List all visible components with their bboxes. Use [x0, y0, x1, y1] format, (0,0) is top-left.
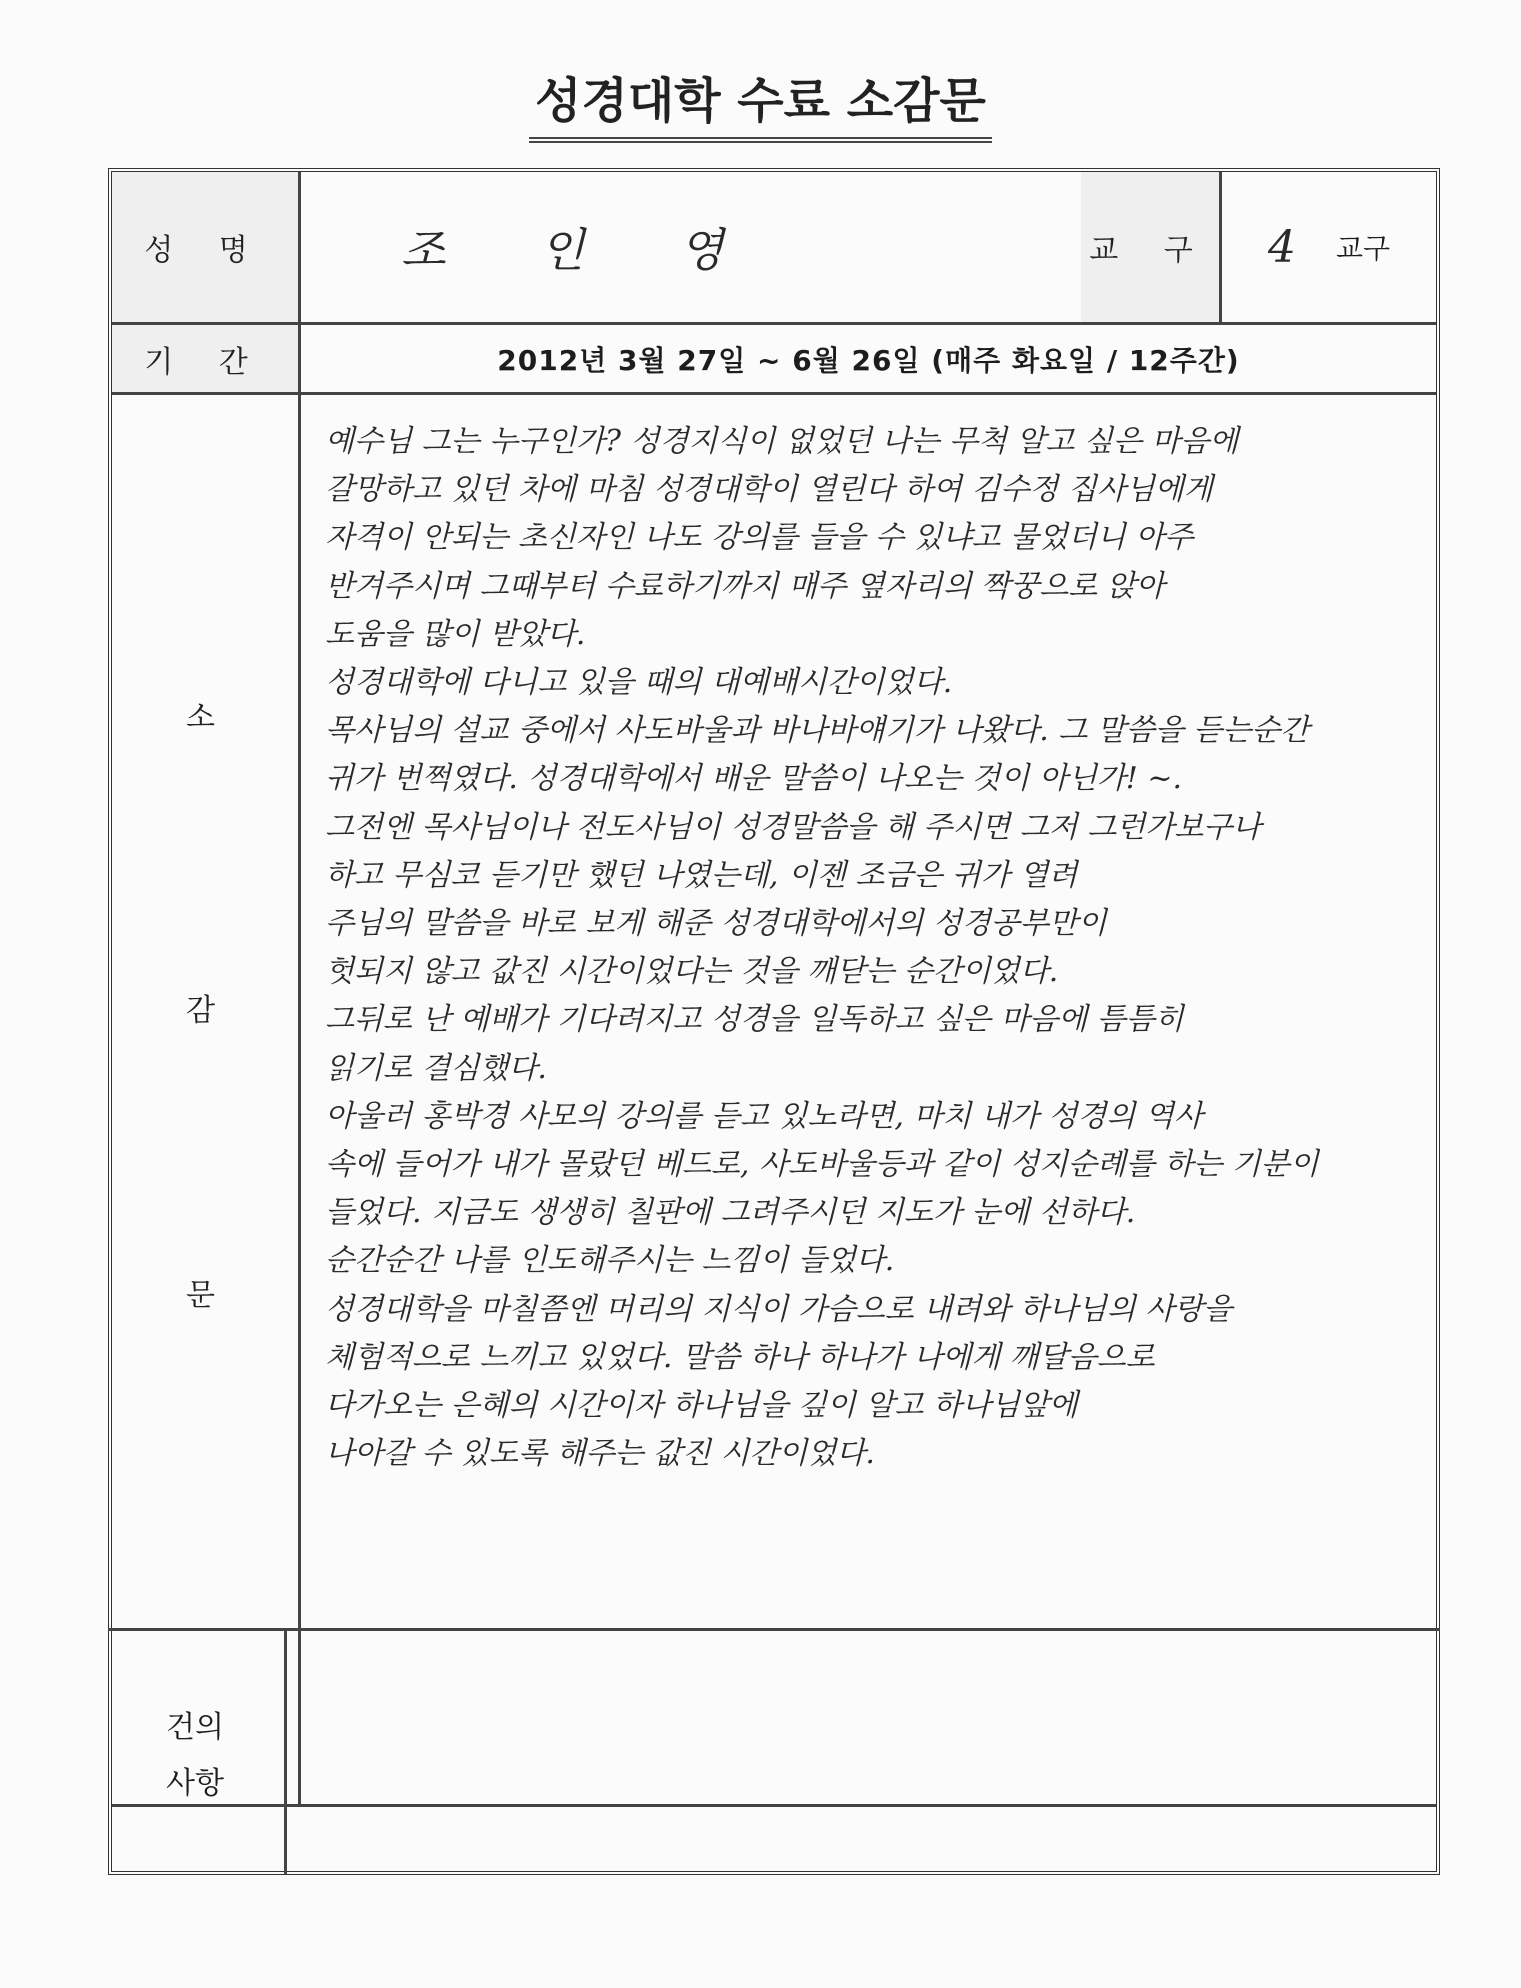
district-label: 교 구 — [1081, 172, 1222, 322]
essay-line: 읽기로 결심했다. — [325, 1050, 547, 1086]
essay-line: 자격이 안되는 초신자인 나도 강의를 들을 수 있냐고 물었더니 아주 — [325, 520, 1194, 556]
suggestion-divider — [284, 1631, 287, 1875]
essay-line: 들었다. 지금도 생생히 칠판에 그려주시던 지도가 눈에 선하다. — [325, 1195, 1136, 1231]
essay-line: 아울러 홍박경 사모의 강의를 듣고 있노라면, 마치 내가 성경의 역사 — [325, 1098, 1203, 1134]
essay-label-so: 소 — [186, 700, 215, 735]
district-value — [1222, 172, 1436, 322]
essay-line: 주님의 말씀을 바로 보게 해준 성경대학에서의 성경공부만이 — [325, 906, 1107, 942]
suggestion-label-line1: 건의 — [166, 1710, 224, 1745]
essay-paragraph — [325, 418, 1425, 659]
essay-label-mun: 문 — [186, 1278, 215, 1313]
suggestion-label-line2: 사항 — [166, 1766, 224, 1801]
name-row — [112, 172, 1436, 325]
essay-line: 속에 들어가 내가 몰랐던 베드로, 사도바울등과 같이 성지순례를 하는 기분이 — [325, 1147, 1319, 1183]
district-number: 4 — [1267, 221, 1296, 273]
essay-line: 헛되지 않고 값진 시간이었다는 것을 깨닫는 순간이었다. — [325, 954, 1059, 990]
essay-line: 다가오는 은혜의 시간이자 하나님을 깊이 알고 하나님앞에 — [325, 1388, 1078, 1424]
essay-paragraph — [325, 1093, 1425, 1479]
essay-line: 하고 무심코 듣기만 했던 나였는데, 이젠 조금은 귀가 열려 — [325, 857, 1078, 893]
name-label: 성 명 — [112, 172, 301, 322]
district-unit: 교구 — [1335, 232, 1391, 265]
essay-line: 그뒤로 난 예배가 기다려지고 성경을 일독하고 싶은 마음에 틈틈히 — [325, 1002, 1184, 1038]
essay-line: 성경대학을 마칠쯤엔 머리의 지식이 가슴으로 내려와 하나님의 사랑을 — [325, 1291, 1233, 1327]
document-title: 성경대학 수료 소감문 — [0, 62, 1521, 143]
essay-line: 갈망하고 있던 차에 마침 성경대학이 열린다 하여 김수정 집사님에게 — [325, 472, 1213, 508]
essay-line: 그전엔 목사님이나 전도사님이 성경말씀을 해 주시면 그저 그런가보구나 — [325, 809, 1262, 845]
period-row — [112, 325, 1436, 395]
essay-line: 귀가 번쩍였다. 성경대학에서 배운 말씀이 나오는 것이 아닌가! ~. — [325, 761, 1183, 797]
essay-label-cell — [112, 395, 301, 1804]
essay-paragraph — [325, 659, 1425, 1093]
period-value: 2012년 3월 27일 ~ 6월 26일 (매주 화요일 / 12주간) — [497, 343, 1240, 377]
essay-body — [325, 418, 1425, 1478]
essay-line: 나아갈 수 있도록 해주는 값진 시간이었다. — [325, 1436, 875, 1472]
essay-label-gam: 감 — [186, 993, 215, 1028]
suggestion-label — [155, 1700, 235, 1812]
period-label: 기 간 — [112, 325, 301, 392]
essay-line: 체험적으로 느끼고 있었다. 말씀 하나 하나가 나에게 깨달음으로 — [325, 1339, 1155, 1375]
essay-line: 예수님 그는 누구인가? 성경지식이 없었던 나는 무척 알고 싶은 마음에 — [325, 424, 1239, 459]
essay-line: 순간순간 나를 인도해주시는 느낌이 들었다. — [325, 1243, 895, 1279]
essay-line: 반겨주시며 그때부터 수료하기까지 매주 옆자리의 짝꿍으로 앉아 — [325, 568, 1165, 604]
essay-line: 도움을 많이 받았다. — [325, 616, 586, 652]
essay-line: 목사님의 설교 중에서 사도바울과 바나바얘기가 나왔다. 그 말씀을 듣는순간 — [325, 713, 1310, 749]
essay-line: 성경대학에 다니고 있을 때의 대예배시간이었다. — [325, 665, 953, 701]
suggestion-cell — [108, 1628, 1440, 1875]
name-value: 조 인 영 — [301, 172, 1181, 322]
